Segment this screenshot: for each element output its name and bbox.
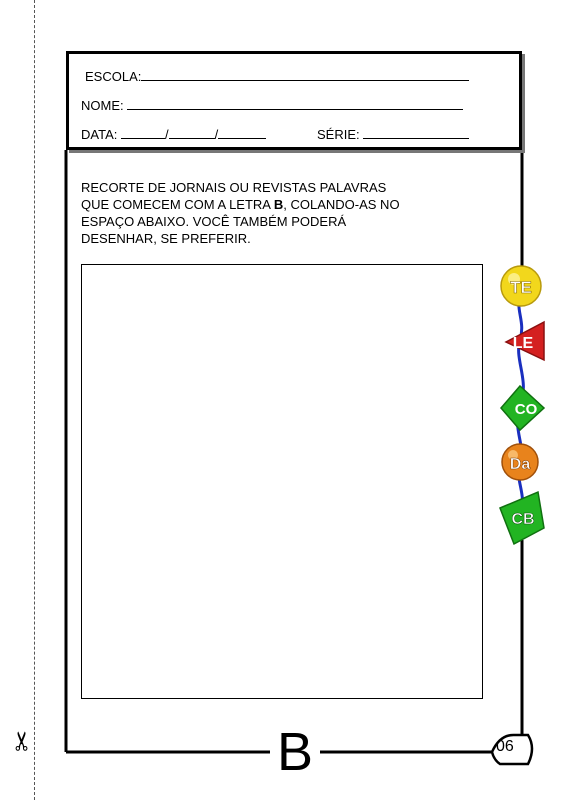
instruction-line-2-end: , COLANDO-AS NO	[283, 197, 400, 212]
grade-label: SÉRIE:	[317, 127, 360, 142]
badge-co-text: CO	[514, 401, 538, 418]
badge-cb	[500, 492, 544, 544]
date-day-line[interactable]	[121, 126, 165, 139]
student-info-box	[66, 51, 522, 150]
instruction-letter: B	[273, 197, 284, 212]
instruction-line-2	[81, 196, 431, 213]
date-month-line[interactable]	[169, 126, 215, 139]
date-label: DATA:	[81, 127, 118, 142]
instruction-line-4: DESENHAR, SE PREFERIR.	[81, 231, 251, 246]
name-line[interactable]	[127, 97, 463, 110]
instruction-line-3: ESPAÇO ABAIXO. VOCÊ TAMBÉM PODERÁ	[81, 214, 347, 229]
badge-le-text: LE	[512, 335, 534, 352]
school-label: ESCOLA:	[85, 69, 142, 84]
date-year-line[interactable]	[218, 126, 266, 139]
grade-field[interactable]	[317, 126, 469, 142]
instruction-line-1: RECORTE DE JORNAIS OU REVISTAS PALAVRAS	[81, 180, 387, 195]
instruction-line-2-start: QUE COMECEM COM A LETRA	[81, 197, 274, 212]
date-separator: /	[164, 127, 169, 142]
badge-te	[501, 266, 541, 306]
badge-te-text: TE	[510, 278, 532, 297]
name-label: NOME:	[81, 98, 124, 113]
school-field[interactable]	[85, 68, 469, 84]
scissors-icon: ✂	[7, 730, 38, 752]
date-separator: /	[214, 127, 219, 142]
grade-line[interactable]	[363, 126, 469, 139]
footer-letter: B	[270, 722, 320, 782]
instructions-text	[81, 179, 431, 247]
badge-da	[502, 444, 538, 480]
badge-da-text: Da	[509, 456, 531, 473]
name-field[interactable]	[81, 97, 463, 113]
school-line[interactable]	[141, 68, 469, 81]
badge-co	[501, 386, 544, 430]
badge-cb-text: CB	[511, 511, 535, 528]
page-number: 06	[496, 738, 514, 755]
badge-le	[506, 322, 544, 360]
paste-area[interactable]	[81, 264, 483, 699]
date-field[interactable]	[81, 126, 266, 142]
